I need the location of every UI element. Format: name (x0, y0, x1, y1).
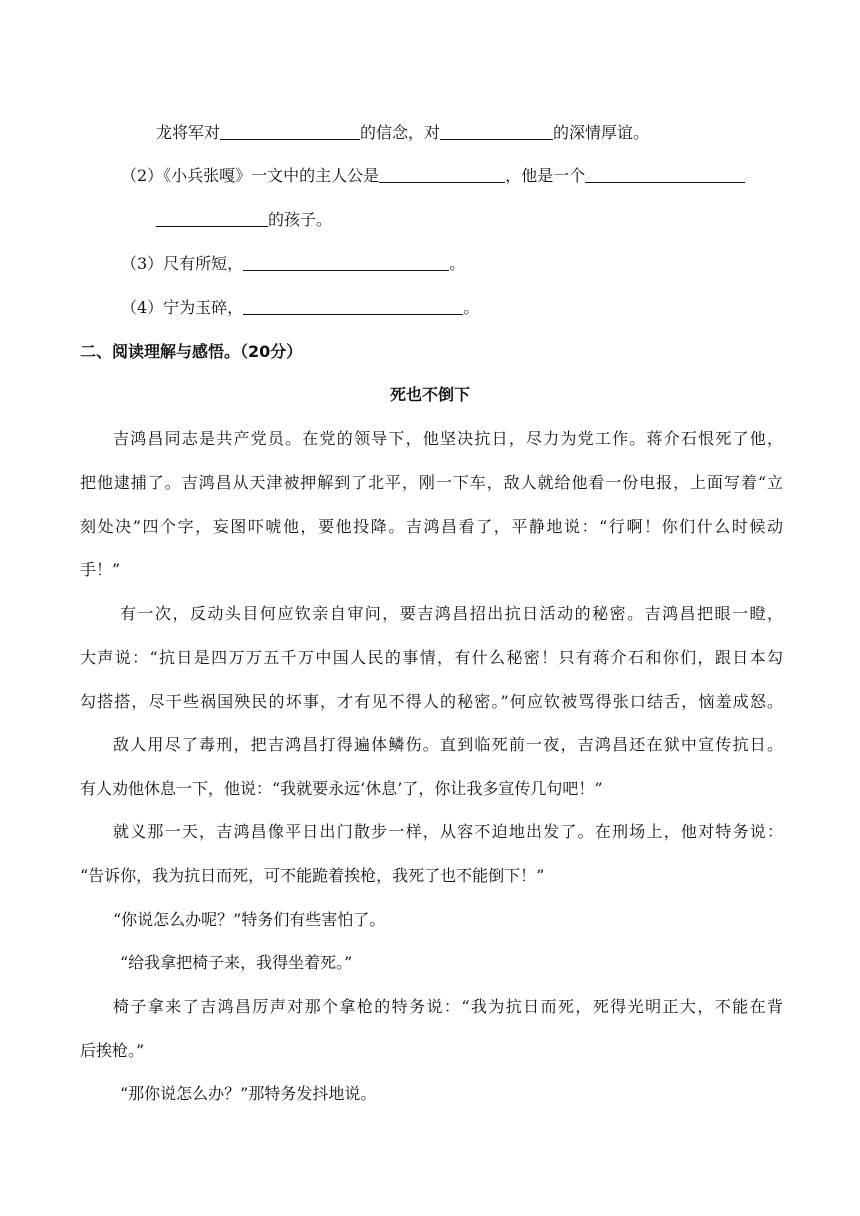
passage-line: 手！” (80, 560, 121, 579)
section-heading: 二、阅读理解与感悟。（20分） (80, 342, 303, 361)
passage-line: “告诉你，我为抗日而死，可不能跪着挨枪，我死了也不能倒下！” (80, 866, 545, 885)
q1-text-b: 的信念，对 (360, 123, 441, 142)
q2-blank-3[interactable] (156, 210, 268, 227)
q1-blank-1[interactable] (220, 123, 360, 140)
passage-line: 刻处决”四个字，妄图吓唬他，要他投降。吉鸿昌看了，平静地说：“行啊！你们什么时候动 (80, 517, 783, 536)
passage-line: “给我拿把椅子来，我得坐着死。” (120, 953, 353, 972)
passage-line: 敌人用尽了毒刑，把吉鸿昌打得遍体鳞伤。直到临死前一夜，吉鸿昌还在狱中宣传抗日。 (113, 735, 783, 754)
q4-blank[interactable] (243, 298, 463, 315)
passage-line: 吉鸿昌同志是共产党员。在党的领导下，他坚决抗日，尽力为党工作。蒋介石恨死了他， (113, 429, 783, 448)
passage-line: 大声说：“抗日是四万万五千万中国人民的事情，有什么秘密！只有蒋介石和你们，跟日本勾 (80, 648, 783, 667)
q3-text-b: 。 (449, 254, 466, 273)
passage-title: 死也不倒下 (389, 385, 470, 404)
q4-line (121, 297, 479, 319)
q1-text-c: 的深情厚谊。 (553, 123, 650, 142)
q1-blank-2[interactable] (440, 123, 553, 140)
passage-line: 有人劝他休息一下，他说：“我就要永远‘休息’了，你让我多宣传几句吧！” (80, 779, 603, 798)
passage-line: 有一次，反动头目何应钦亲自审问，要吉鸿昌招出抗日活动的秘密。吉鸿昌把眼一瞪， (120, 604, 783, 623)
passage-line: 就义那一天，吉鸿昌像平日出门散步一样，从容不迫地出发了。在刑场上，他对特务说： (113, 822, 783, 841)
q2-line-2 (156, 209, 332, 231)
q2-blank-2[interactable] (585, 166, 745, 183)
passage-line: 后挨枪。” (80, 1041, 145, 1060)
q2-text-b: ，他是一个 (505, 166, 586, 185)
passage-line: 椅子拿来了吉鸿昌厉声对那个拿枪的特务说：“我为抗日而死，死得光明正大，不能在背 (113, 997, 783, 1016)
passage-line: “你说怎么办呢？”特务们有些害怕了。 (113, 910, 386, 929)
q4-text-b: 。 (463, 298, 480, 317)
q3-text-a: （3）尺有所短， (121, 254, 244, 273)
q3-blank[interactable] (243, 254, 449, 271)
passage-line: 把他逮捕了。吉鸿昌从天津被押解到了北平，刚一下车，敌人就给他看一份电报，上面写着“立 (80, 473, 783, 492)
q2-line-1 (121, 165, 745, 187)
q2-text-c: 的孩子。 (268, 210, 333, 229)
q2-text-a: （2）《小兵张嘎》一文中的主人公是 (121, 166, 380, 185)
passage-line: “那你说怎么办？”那特务发抖地说。 (120, 1084, 377, 1103)
q4-text-a: （4）宁为玉碎， (121, 298, 244, 317)
q3-line (121, 253, 465, 275)
q1-continuation (156, 122, 649, 144)
q2-blank-1[interactable] (379, 166, 505, 183)
passage-line: 勾搭搭，尽干些祸国殃民的坏事，才有见不得人的秘密。”何应钦被骂得张口结舌，恼羞成怒。 (80, 692, 783, 711)
q1-text-a: 龙将军对 (156, 123, 221, 142)
